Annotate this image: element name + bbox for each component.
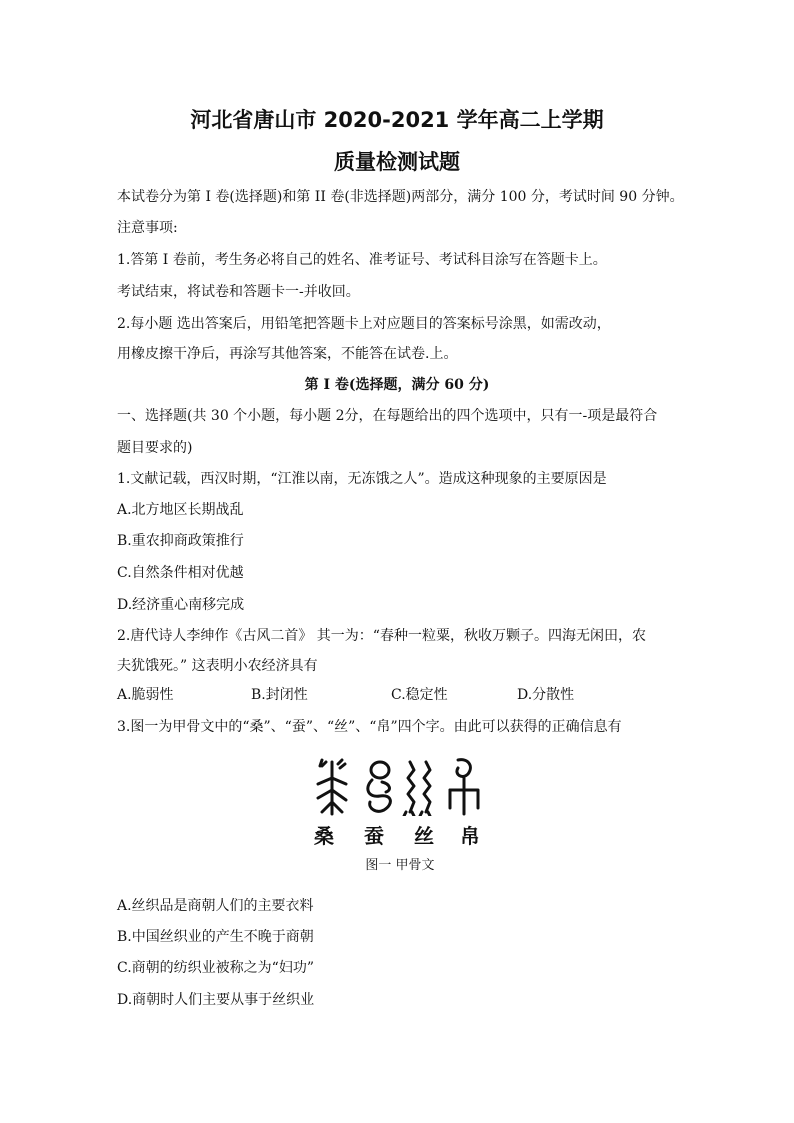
notice-line: 1.答第 I 卷前，考生务必将自己的姓名、准考证号、考试科目涂写在答题卡上。: [117, 252, 607, 268]
question-2-options: [117, 684, 717, 704]
oracle-bone-figure: [308, 756, 492, 876]
figure-char: 蚕: [364, 824, 384, 848]
notice-heading: 注意事项:: [117, 220, 178, 236]
question-1-option-d: D.经济重心南移完成: [117, 597, 245, 613]
section-title: 第 I 卷(选择题，满分 60 分): [304, 377, 490, 393]
notice-line: 考试结束，将试卷和答题卡一-并收回。: [117, 284, 360, 300]
figure-char: 帛: [460, 824, 480, 848]
figure-caption: 图一 甲骨文: [365, 858, 435, 873]
question-3-option-a: A.丝织品是商朝人们的主要衣料: [117, 898, 314, 914]
exam-subtitle: 质量检测试题: [334, 150, 460, 174]
question-2-option-a: A.脆弱性: [117, 687, 174, 703]
question-1-option-b: B.重农抑商政策推行: [117, 533, 244, 549]
oracle-bone-glyphs-image: [308, 756, 492, 816]
figure-char: 桑: [314, 824, 334, 848]
notice-line: 用橡皮擦干净后，再涂写其他答案，不能答在试卷.上。: [117, 346, 458, 362]
question-1-option-a: A.北方地区长期战乱: [117, 502, 244, 518]
figure-char-row: [308, 820, 492, 850]
question-2-option-c: C.稳定性: [391, 687, 448, 703]
intro-text: 本试卷分为第 I 卷(选择题)和第 II 卷(非选择题)两部分，满分 100 分，考试时间 90 分钟。: [117, 189, 684, 205]
question-2-stem: 2.唐代诗人李绅作《古风二首》 其一为：“春种一粒粟，秋收万颗子。四海无闲田，农: [117, 628, 646, 644]
question-3-option-d: D.商朝时人们主要从事于丝织业: [117, 992, 315, 1008]
part-instruction: 题目要求的): [117, 440, 193, 456]
part-instruction: 一、选择题(共 30 个小题，每小题 2分，在每题给出的四个选项中，只有一-项是最符合: [117, 408, 658, 424]
figure-char: 丝: [414, 824, 434, 848]
cloth-glyph-image: [450, 760, 478, 814]
mulberry-glyph-image: [318, 760, 346, 814]
question-3-stem: 3.图一为甲骨文中的“桑”、“蚕”、“丝”、“帛”四个字。由此可以获得的正确信息有: [117, 719, 622, 735]
exam-title: 河北省唐山市 2020-2021 学年高二上学期: [190, 108, 604, 132]
silkworm-glyph-image: [368, 762, 391, 811]
question-3-option-b: B.中国丝织业的产生不晚于商朝: [117, 929, 314, 945]
question-2-stem-continued: 夫犹饿死。” 这表明小农经济具有: [117, 658, 318, 674]
question-1-stem: 1.文献记载，西汉时期，“江淮以南，无冻饿之人”。造成这种现象的主要原因是: [117, 471, 607, 487]
question-3-option-c: C.商朝的纺织业被称之为“妇功”: [117, 960, 314, 976]
question-2-option-b: B.封闭性: [251, 687, 308, 703]
silk-glyph-image: [404, 762, 430, 816]
question-1-option-c: C.自然条件相对优越: [117, 565, 244, 581]
question-2-option-d: D.分散性: [517, 687, 575, 703]
notice-line: 2.每小题 选出答案后，用铅笔把答题卡上对应题目的答案标号涂黑，如需改动，: [117, 316, 611, 332]
